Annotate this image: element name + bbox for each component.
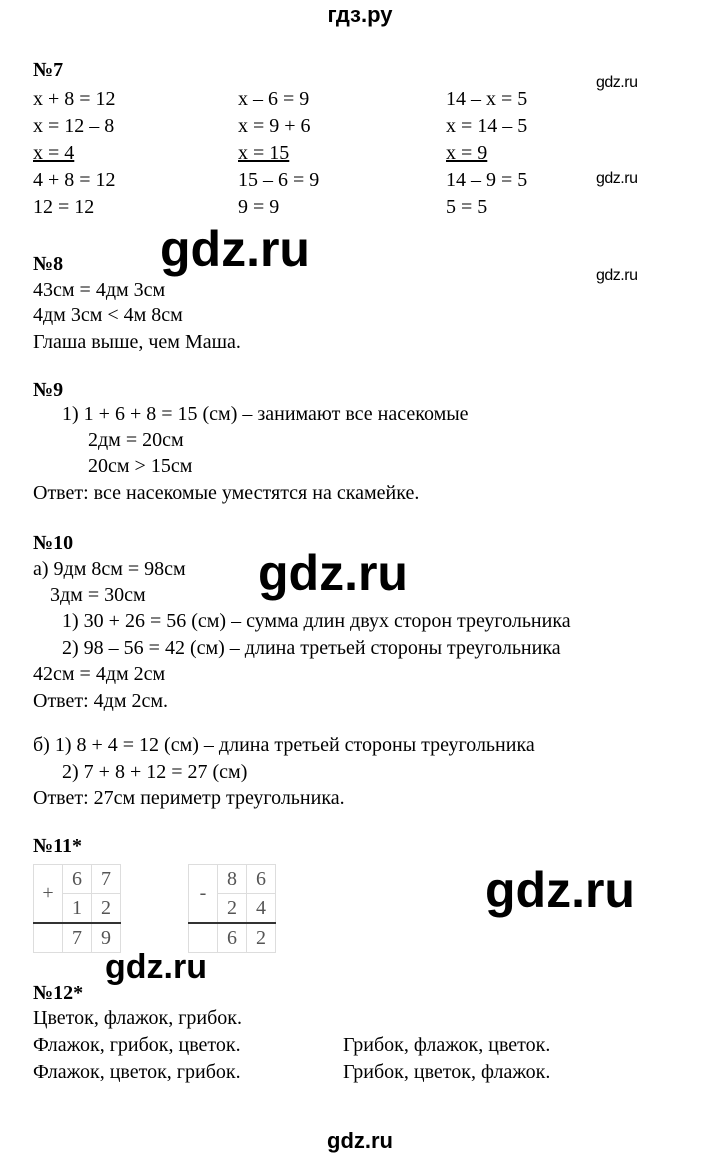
column-addition [33,864,121,953]
equation: x – 6 = 9 [238,88,310,110]
task-10-title: №10 [33,532,74,554]
text-line: Ответ: 4дм 2см. [33,690,169,712]
column-subtraction [188,864,276,953]
equation: 15 – 6 = 9 [238,169,320,191]
text-line: 1) 30 + 26 = 56 (см) – сумма длин двух сторон треугольника [62,610,571,632]
text-line: Ответ: все насекомые уместятся на скамейке. [33,482,420,504]
task-11-title: №11* [33,835,82,857]
equation: x = 9 [446,142,488,164]
equation: 5 = 5 [446,196,488,218]
operator: + [34,865,63,924]
text-line: 2дм = 20см [88,429,184,451]
text-line: Флажок, цветок, грибок. [33,1061,241,1083]
watermark: gdz.ru [160,221,310,277]
watermark: gdz.ru [596,170,638,187]
text-line: 43см = 4дм 3см [33,279,166,301]
equation: 12 = 12 [33,196,95,218]
operator: - [189,865,218,924]
text-line: 2) 7 + 8 + 12 = 27 (см) [62,761,248,783]
digit: 4 [247,894,276,924]
equation: x = 4 [33,142,75,164]
equation: 14 – x = 5 [446,88,528,110]
text-line: 4дм 3см < 4м 8см [33,304,183,326]
text-line: Глаша выше, чем Маша. [33,331,241,353]
text-line: 1) 1 + 6 + 8 = 15 (см) – занимают все насекомые [62,403,469,425]
task-7-title: №7 [33,59,64,81]
text-line: Грибок, цветок, флажок. [343,1061,551,1083]
text-line: Грибок, флажок, цветок. [343,1034,551,1056]
text-line: Флажок, грибок, цветок. [33,1034,241,1056]
digit: 6 [247,865,276,894]
equation: x = 12 – 8 [33,115,115,137]
text-line: 2) 98 – 56 = 42 (см) – длина третьей стороны треугольника [62,637,561,659]
digit: 6 [218,923,247,953]
task-12-title: №12* [33,982,84,1004]
equation: x + 8 = 12 [33,88,116,110]
equation: x = 14 – 5 [446,115,528,137]
text-line: 3дм = 30см [50,584,146,606]
text-line: Цветок, флажок, грибок. [33,1007,242,1029]
digit: 2 [92,894,121,924]
page-header: гдз.ру [327,2,393,27]
text-line: 20см > 15см [88,455,193,477]
equation: x = 9 + 6 [238,115,311,137]
text-line: б) 1) 8 + 4 = 12 (см) – длина третьей стороны треугольника [33,734,535,756]
task-9-title: №9 [33,379,64,401]
equation: 14 – 9 = 5 [446,169,528,191]
watermark: gdz.ru [596,74,638,91]
watermark: gdz.ru [258,545,408,601]
digit: 8 [218,865,247,894]
text-line: а) 9дм 8см = 98см [33,558,186,580]
digit: 6 [63,865,92,894]
digit: 1 [63,894,92,924]
digit: 2 [218,894,247,924]
equation: 4 + 8 = 12 [33,169,116,191]
text-line: Ответ: 27см периметр треугольника. [33,787,345,809]
task-8-title: №8 [33,253,64,275]
digit: 2 [247,923,276,953]
watermark: gdz.ru [596,267,638,284]
digit: 7 [63,923,92,953]
text-line: 42см = 4дм 2см [33,663,166,685]
digit: 9 [92,923,121,953]
watermark: gdz.ru [105,948,207,986]
watermark: gdz.ru [485,862,635,918]
digit: 7 [92,865,121,894]
page-footer: gdz.ru [327,1128,393,1153]
equation: 9 = 9 [238,196,280,218]
equation: x = 15 [238,142,290,164]
